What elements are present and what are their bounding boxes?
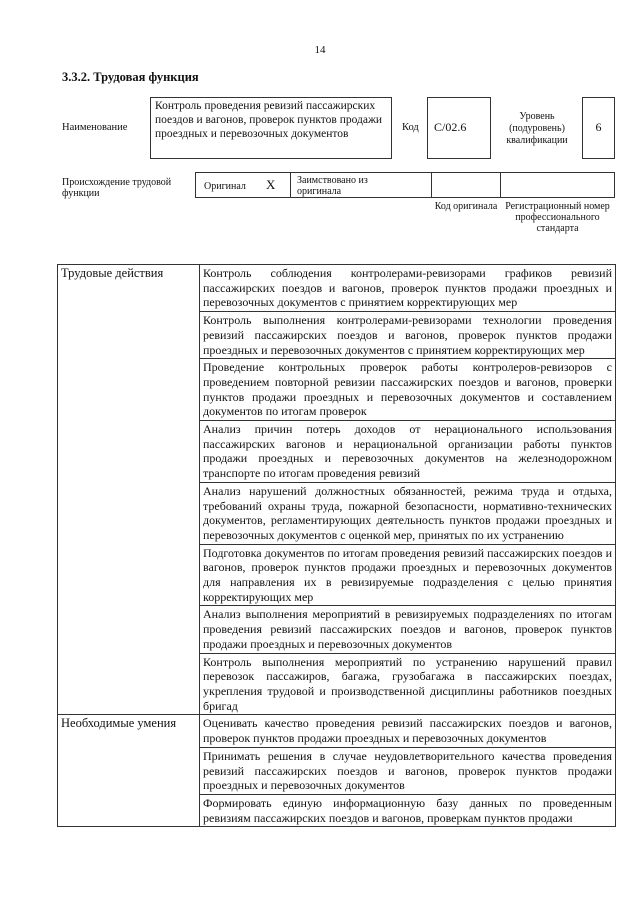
original-mark: Х [266, 177, 276, 192]
table-cell: Анализ причин потерь доходов от нерационального использования пассажирских вагонов и нерациональной организации работы пунктов продажи проездных и перевозочных документов на железнодорожном транспорте по итогам проведения ревизий [200, 421, 616, 483]
table-cell: Контроль выполнения мероприятий по устранению нарушений правил перевозок пассажиров, багажа, грузобагажа в пассажирских поездах, укрепления трудовой и производственной дисциплины работников поездных бригад [200, 653, 616, 715]
level-label: Уровень (подуровень) квалификации [506, 111, 568, 146]
code-original-label: Код оригинала [434, 201, 498, 212]
name-label: Наименование [62, 122, 128, 133]
origin-label: Происхождение трудовой функции [62, 177, 172, 199]
table-row [58, 265, 616, 312]
section-heading: Необходимые умения [58, 715, 200, 827]
table-cell: Анализ нарушений должностных обязанностей, режима труда и отдыха, требований охраны труда, пожарной безопасности, нормативно-технических документов, регламентирующих деятельность пунктов продажи проездных и перевозочных документов с оценкой мер, принятых по их устранению [200, 482, 616, 544]
borrowed-label: Заимствовано из оригинала [297, 175, 368, 197]
section-title: 3.3.2. Трудовая функция [62, 70, 199, 84]
table-cell: Контроль выполнения контролерами-ревизорами технологии проведения ревизий пассажирских поездов и вагонов, проверок пунктов продажи проездных и перевозочных документов с принятием корректирующих мер [200, 312, 616, 359]
original-label: Оригинал [204, 181, 246, 192]
table-row [58, 715, 616, 747]
table-cell: Оценивать качество проведения ревизий пассажирских поездов и вагонов, проверок пунктов продажи проездных и перевозочных документов [200, 715, 616, 747]
code-label: Код [402, 122, 419, 133]
table-cell: Контроль соблюдения контролерами-ревизорами графиков ревизий пассажирских поездов и вагонов, проверок пунктов продажи проездных и перевозочных документов с принятием корректирующих мер [200, 265, 616, 312]
function-code: С/02.6 [427, 97, 491, 159]
table-cell: Формировать единую информационную базу данных по проведенным ревизиям пассажирских поездов и вагонов, проверкам пунктов продажи [200, 794, 616, 826]
original-cell [195, 172, 291, 198]
function-table [57, 264, 616, 827]
table-cell: Анализ выполнения мероприятий в ревизируемых подразделениях по итогам проведения ревизий пассажирских поездов и вагонов, проверок пунктов продажи проездных и перевозочных документов [200, 606, 616, 653]
section-heading: Трудовые действия [58, 265, 200, 715]
table-cell: Проведение контрольных проверок работы контролеров-ревизоров с проведением повторной ревизии пассажирских поездов и вагонов, проверки пунктов продажи проездных и перевозочных документов и составлением документов по итогам проверок [200, 359, 616, 421]
code-original-cell [431, 172, 501, 198]
reg-number-cell [500, 172, 615, 198]
reg-number-label: Регистрационный номер профессионального стандарта [505, 201, 610, 234]
qualification-level: 6 [582, 97, 615, 159]
table-cell: Подготовка документов по итогам проведения ревизий пассажирских поездов и вагонов, проверок пунктов продажи проездных и перевозочных документов для направления их в ревизируемые подразделения с целью принятия корректирующих мер [200, 544, 616, 606]
table-cell: Принимать решения в случае неудовлетворительного качества проведения ревизий пассажирских поездов и вагонов, проверок пунктов продажи проездных и перевозочных документов [200, 747, 616, 794]
function-name: Контроль проведения ревизий пассажирских поездов и вагонов, проверок пунктов продажи проездных и перевозочных документов [150, 97, 392, 159]
page-number: 14 [314, 44, 326, 56]
borrowed-cell [290, 172, 432, 198]
